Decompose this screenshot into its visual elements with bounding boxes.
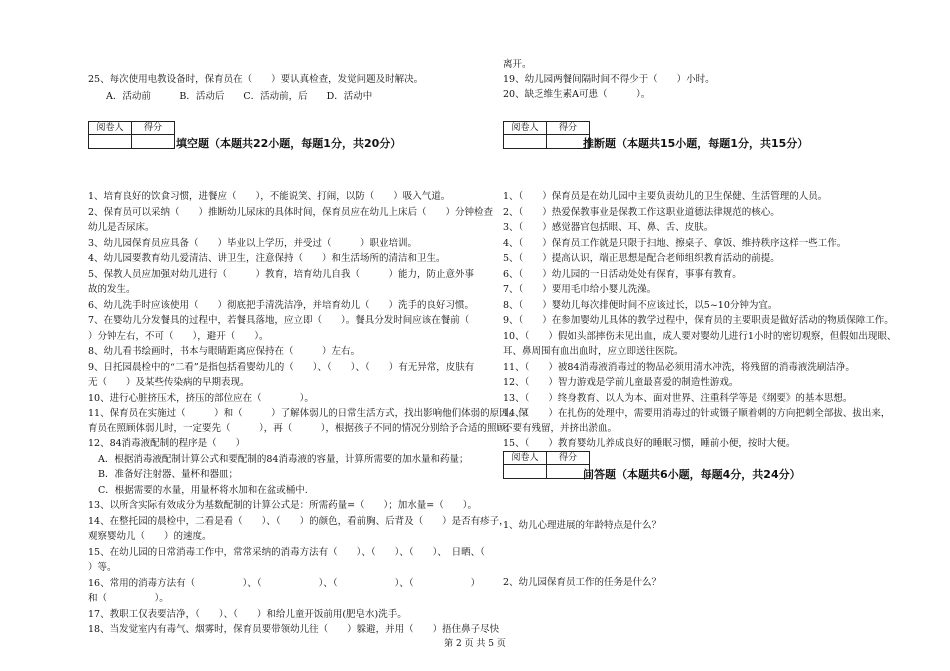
fill-line: 8、幼儿看书绘画时，书本与眼睛距离应保持在（ ）左右。: [88, 346, 361, 357]
fill-line: 20、缺乏维生素A可患（ ）。: [503, 89, 651, 100]
fill-line: 9、日托园晨检中的“二看”是指包括看婴幼儿的（ ）、（ ）、（ ）有无异常，皮肤有: [88, 362, 475, 373]
fill-line: 17、教职工仅表要洁净，（ ）、（ ）和给儿童开饭前用(肥皂水)洗手。: [88, 609, 407, 620]
judge-line: 5、（ ）提高认识，端正思想是配合老师组织教育活动的前提。: [503, 253, 780, 264]
fill-line: 6、幼儿洗手时应该使用（ ）彻底把手清洗洁净，并培育幼儿（ ）洗手的良好习惯。: [88, 300, 475, 311]
fill-line: 2、保育员可以采纳（ ）推断幼儿尿床的具体时间，保育员应在幼儿上床后（ ）分钟检查: [88, 207, 494, 218]
judge-line: 9、（ ）在参加婴幼儿具体的教学过程中，保育员的主要职责是做好活动的物质保障工作。: [503, 315, 894, 326]
fill-line: 观察婴幼儿（ ）的速度。: [88, 531, 212, 542]
fill-line: ）分钟左右，不可（ ），避开（ ）。: [88, 331, 269, 342]
fill-line: 3、幼儿园保育员应具备（ ）毕业以上学历，并受过（ ）职业培训。: [88, 238, 418, 249]
judge-line: 14、（ ）在扎伤的处理中，需要用消毒过的针或镊子顺着刺的方向把刺全部拔、拔出来，: [503, 408, 891, 419]
question-25-options: A．活动前 B．活动后 C．活动前，后 D．活动中: [106, 91, 373, 102]
judge-line: 13、（ ）终身教育、以人为本、面对世界、注重科学等是《纲要》的基本思想。: [503, 393, 853, 404]
fill-line: 4、幼儿园要教育幼儿爱清洁、讲卫生，注意保持（ ）和生活场所的清洁和卫生。: [88, 253, 446, 264]
question-25: 25、每次使用电教设备时，保育员在（ ）要认真检查，发觉问题及时解决。: [88, 74, 424, 85]
score-box-judge: [503, 121, 590, 149]
judge-line: 2、（ ）热爱保教事业是保教工作这职业道德法律规范的核心。: [503, 207, 780, 218]
fill-line: 5、保教人员应加强对幼儿进行（ ）教育，培育幼儿自我（ ）能力，防止意外事: [88, 269, 475, 280]
judge-line: 4、（ ）保育员工作就是只限于扫地、擦桌子、拿饭、维持秩序这样一些工作。: [503, 238, 847, 249]
judge-line: 12、（ ）智力游戏是学前儿童最喜爱的制造性游戏。: [503, 377, 739, 388]
grader-cell: [504, 465, 547, 479]
fill-line: 和（ ）。: [88, 593, 169, 604]
score-label: 得分: [547, 122, 590, 135]
fill-line: 育员在照顾体弱儿时，一定要先（ ），再（ ），根据孩子不同的情况分别给予合适的照顾。: [88, 423, 516, 434]
judge-line: 15、（ ）教育婴幼儿养成良好的睡眠习惯，睡前小便，按时大便。: [503, 438, 796, 449]
score-label: 得分: [547, 452, 590, 465]
fill-line: A．根据消毒液配制计算公式和要配制的84消毒液的容量，计算所需要的加水量和药量；: [98, 454, 469, 465]
judge-line: 1、（ ）保育员是在幼儿园中主要负责幼儿的卫生保健、生活管理的人员。: [503, 191, 828, 202]
qa-question: 2、幼儿园保育员工作的任务是什么？: [503, 577, 662, 588]
fill-line: 11、保育员在实施过（ ）和（ ）了解体弱儿的日常生活方式，找出影响他们体弱的原因。保: [88, 408, 528, 419]
score-box-fill: [88, 121, 175, 149]
fill-line: 12、84消毒液配制的程序是（ ）: [88, 438, 246, 449]
judge-line: 7、（ ）要用毛巾给小婴儿洗澡。: [503, 284, 657, 295]
judge-line: 8、（ ）婴幼儿每次排便时间不应该过长，以5~10分钟为宜。: [503, 300, 778, 311]
section-title-fill: 填空题（本题共22小题，每题1分，共20分）: [176, 137, 402, 150]
fill-line: B．准备好注射器、量杯和器皿；: [98, 469, 238, 480]
grader-label: 阅卷人: [504, 452, 547, 465]
fill-line: 幼儿是否尿床。: [88, 222, 155, 233]
fill-line: 14、在整托园的晨检中，二看是看（ ）、（ ）的颜色，看前胸、后背及（ ）是否有疹子，: [88, 516, 509, 527]
score-cell: [132, 135, 175, 149]
grader-cell: [504, 135, 547, 149]
fill-line: 16、常用的消毒方法有（ ）、（ ）、（ ）、（ ）: [88, 578, 481, 589]
judge-line: 6、（ ）幼儿园的一日活动处处有保育，事事有教育。: [503, 269, 742, 280]
judge-line: 10、（ ）假如头部摔伤未见出血，成人要对婴幼儿进行1小时的密切观察，但假如出现眼、: [503, 331, 897, 342]
fill-line: 19、幼儿园两餐间隔时间不得少于（ ）小时。: [503, 74, 715, 85]
grader-cell: [89, 135, 132, 149]
fill-line: 无（ ）及某些传染病的早期表现。: [88, 377, 250, 388]
fill-line: 1、培育良好的饮食习惯，进餐应（ ），不能说笑、打闹，以防（ ）吸入气道。: [88, 191, 451, 202]
fill-line: 离开。: [503, 59, 532, 70]
judge-line: 11、（ ）被84消毒液消毒过的物品必须用清水冲洗，将残留的消毒液洗刷洁净。: [503, 362, 855, 373]
fill-line: 13、以所含实际有效成分为基数配制的计算公式是：所需药量=（ ）；加水量=（ ）。: [88, 500, 478, 511]
fill-line: 故的发生。: [88, 284, 136, 295]
grader-label: 阅卷人: [504, 122, 547, 135]
fill-line: 7、在婴幼儿分发餐具的过程中，若餐具落地，应立即（ ）。餐具分发时间应该在餐前（: [88, 315, 489, 326]
fill-line: 18、当发觉室内有毒气、烟雾时，保育员要带领幼儿往（ ）躲避，并用（ ）捂住鼻子尽快: [88, 624, 500, 635]
score-box-qa: [503, 451, 590, 479]
fill-line: ）等。: [88, 562, 117, 573]
qa-question: 1、幼儿心理进展的年龄特点是什么？: [503, 520, 662, 531]
judge-line: 不要有残留，并挤出淤血。: [503, 423, 618, 434]
grader-label: 阅卷人: [89, 122, 132, 135]
section-title-qa: 问答题（本题共6小题，每题4分，共24分）: [583, 468, 801, 481]
fill-line: 10、进行心脏挤压术，挤压的部位应在（ ）。: [88, 393, 314, 404]
fill-line: C．根据需要的水量，用量杯将水加和在盆或桶中.: [98, 485, 308, 496]
fill-line: 15、在幼儿园的日常消毒工作中，常常采纳的消毒方法有（ ）、（ ）、（ ）、 日晒、（: [88, 547, 485, 558]
judge-line: 3、（ ）感觉器官包括眼、耳、鼻、舌、皮肤。: [503, 222, 714, 233]
judge-line: 耳、鼻周围有血出血时，应立即送往医院。: [503, 346, 684, 357]
page-number: 第 2 页 共 5 页: [444, 639, 506, 649]
section-title-judge: 推断题（本题共15小题，每题1分，共15分）: [583, 137, 809, 150]
score-label: 得分: [132, 122, 175, 135]
